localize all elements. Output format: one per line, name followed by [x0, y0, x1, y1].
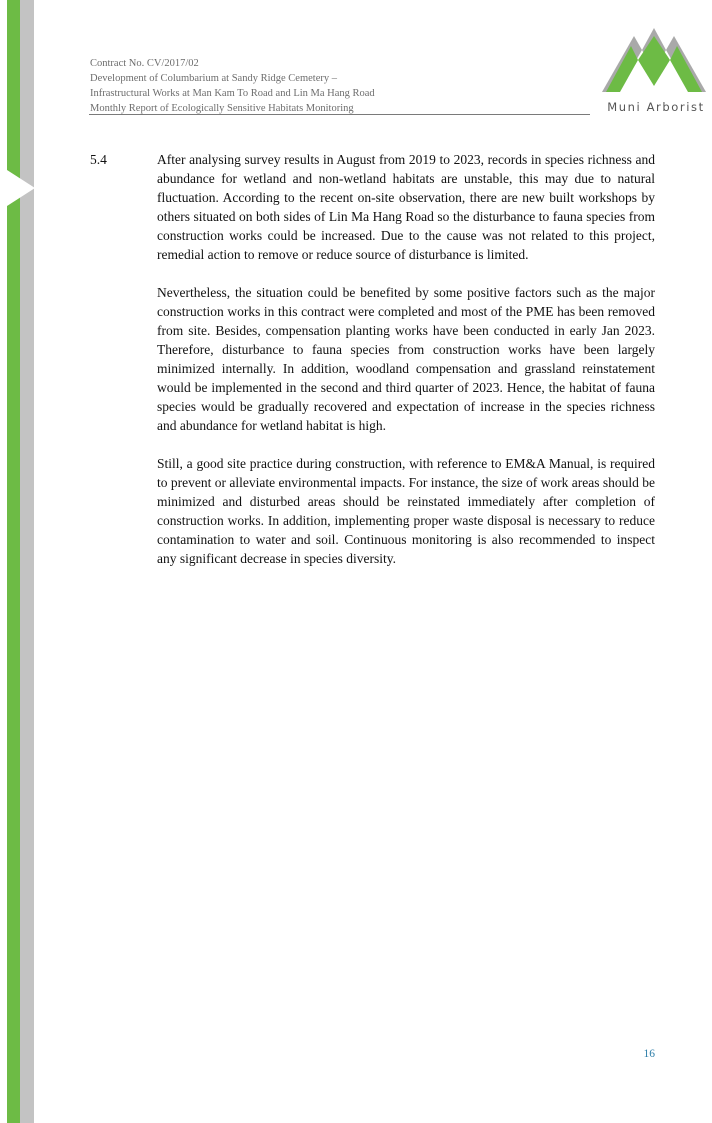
logo-text: Muni Arborist: [607, 100, 705, 114]
logo-mark-icon: [602, 22, 708, 98]
section-body: [157, 150, 655, 587]
side-bar-notch: [7, 170, 35, 206]
paragraph-1: After analysing survey results in August from 2019 to 2023, records in species richness and abundance for wetland and non-wetland habitats are unstable, this may due to natural fluctuation. According to the recent on-site observation, there are new built workshops by others situated on both sides of Lin Ma Hang Road so the disturbance to fauna species from construction works could be increased. Due to the cause was not related to this project, remedial action to remove or reduce source of disturbance is limited.: [157, 152, 655, 262]
page-number: 16: [643, 1048, 655, 1060]
side-bar-grey: [20, 0, 34, 1123]
section-number: 5.4: [90, 152, 107, 167]
page-header: [90, 56, 590, 116]
header-rule: [89, 114, 590, 115]
header-works-title: Infrastructural Works at Man Kam To Road and Lin Ma Hang Road: [90, 88, 375, 99]
header-report-title: Monthly Report of Ecologically Sensitive Habitats Monitoring: [90, 103, 354, 114]
paragraph-2: Nevertheless, the situation could be benefited by some positive factors such as the major construction works in this contract were completed and most of the PME has been removed from site. Besides, compensation planting works have been conducted in early Jan 2023. Therefore, disturbance to fauna species from construction works have been largely minimized internally. In addition, woodland compensation and grassland reinstatement would be implemented in the second and third quarter of 2023. Hence, the habitat of fauna species would be gradually recovered and expectation of increase in the species richness and abundance for wetland habitat is high.: [157, 285, 655, 433]
company-logo: [600, 20, 710, 120]
header-project-title: Development of Columbarium at Sandy Ridge Cemetery –: [90, 73, 337, 84]
header-contract-no: Contract No. CV/2017/02: [90, 58, 199, 69]
side-bar-green: [7, 0, 20, 1123]
paragraph-3: Still, a good site practice during construction, with reference to EM&A Manual, is required to prevent or alleviate environmental impacts. For instance, the size of work areas should be minimized and disturbed areas should be reinstated immediately after completion of construction works. In addition, implementing proper waste disposal is necessary to reduce contamination to water and soil. Continuous monitoring is also recommended to inspect any significant decrease in species diversity.: [157, 456, 655, 566]
